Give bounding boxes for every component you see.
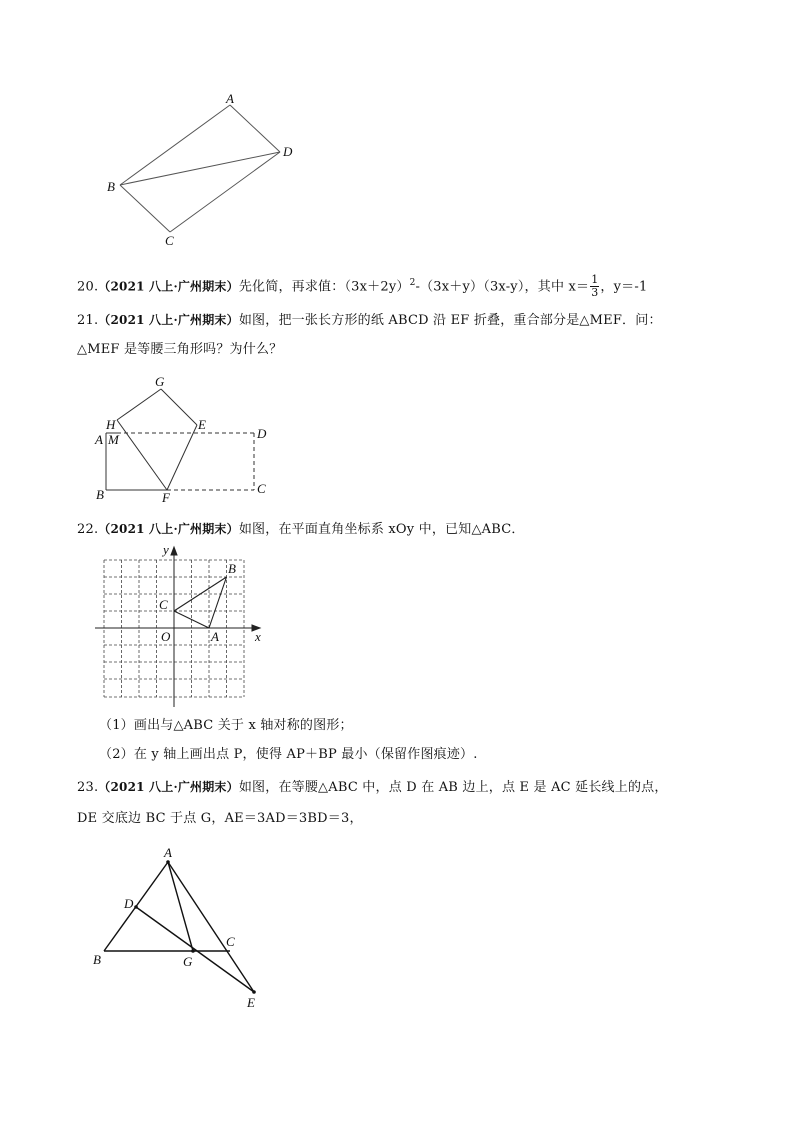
question-21-line-1 [77, 311, 662, 330]
segment-ge [161, 389, 197, 425]
label-f: F [162, 490, 170, 504]
label-c: C [226, 934, 235, 949]
exponent: 2 [409, 278, 416, 288]
label-b: B [96, 487, 104, 502]
question-22-part-1 [99, 717, 353, 735]
fraction-one-third [590, 274, 599, 299]
label-g: G [155, 374, 165, 389]
question-22-line-1 [77, 520, 525, 539]
segment-hg [117, 389, 161, 420]
label-h: H [106, 417, 116, 432]
segment-ae [168, 862, 254, 992]
question-text: 如图，在平面直角坐标系 xOy 中，已知△ABC． [238, 522, 525, 537]
label-a: A [226, 91, 234, 106]
label-a: A [164, 845, 172, 860]
figure-folded-rectangle [90, 372, 280, 504]
segment-ab [120, 105, 230, 185]
segment-hf [117, 420, 167, 490]
label-origin: O [161, 629, 171, 644]
point-e [252, 990, 256, 994]
question-text: 如图，在等腰△ABC 中，点 D 在 AB 边上，点 E 是 AC 延长线上的点， [238, 780, 668, 795]
figure-parallelogram-abcd [100, 88, 310, 253]
label-c: C [165, 233, 174, 248]
label-y: y [163, 542, 169, 557]
segment-bc [120, 185, 170, 232]
question-source: （2021 八上·广州期末） [98, 780, 239, 794]
segment-bd [120, 152, 280, 185]
question-text: DE 交底边 BC 于点 G，AE＝3AD＝3BD＝3， [77, 811, 363, 826]
segment-de [136, 907, 254, 992]
label-x: x [255, 629, 261, 644]
question-23-line-2 [77, 810, 363, 828]
point-g [191, 949, 195, 953]
question-source: （2021 八上·广州期末） [98, 279, 239, 294]
question-text: -（3x＋y）（3x-y），其中 x＝ [415, 279, 590, 295]
triangle-abc [174, 577, 227, 628]
segment-cd [170, 152, 280, 232]
segment-ef [167, 425, 197, 490]
fraction-numerator: 1 [591, 273, 599, 287]
question-22-part-2 [99, 746, 478, 764]
question-23-line-1 [77, 778, 668, 797]
label-d: D [124, 896, 134, 911]
figure-isosceles-triangle [88, 840, 278, 1015]
label-m: M [108, 432, 119, 447]
segment-ag [168, 862, 193, 951]
question-text: （1）画出与△ABC 关于 x 轴对称的图形； [99, 718, 353, 733]
label-a: A [95, 432, 103, 447]
point-a [166, 860, 170, 864]
question-text: △MEF 是等腰三角形吗？为什么？ [77, 342, 283, 357]
y-axis-arrow [171, 547, 177, 555]
label-b: B [228, 561, 236, 576]
question-source: （2021 八上·广州期末） [98, 522, 239, 536]
fraction-denominator: 3 [591, 286, 599, 300]
label-c: C [159, 597, 168, 612]
label-e: E [198, 417, 206, 432]
question-21-line-2 [77, 341, 282, 359]
question-number: 22. [77, 522, 99, 537]
question-text: ，y＝-1 [600, 279, 648, 295]
label-c: C [257, 481, 266, 496]
question-number: 23. [77, 780, 99, 795]
question-20 [77, 274, 647, 299]
point-d [134, 905, 138, 909]
label-a: A [211, 629, 219, 644]
question-number: 20. [77, 279, 99, 295]
question-source: （2021 八上·广州期末） [98, 313, 239, 327]
label-b: B [107, 179, 115, 194]
label-g: G [183, 954, 193, 969]
question-text: （2）在 y 轴上画出点 P，使得 AP＋BP 最小（保留作图痕迹）. [99, 747, 478, 762]
question-number: 21. [77, 313, 99, 328]
label-e: E [247, 995, 255, 1010]
question-text: 先化简，再求值：（3x＋2y） [238, 279, 410, 295]
label-d: D [257, 426, 267, 441]
question-text: 如图，把一张长方形的纸 ABCD 沿 EF 折叠，重合部分是△MEF．问： [238, 313, 662, 328]
figure-coordinate-grid [88, 540, 268, 708]
label-d: D [283, 144, 293, 159]
label-b: B [93, 952, 101, 967]
segment-ad [230, 105, 280, 152]
